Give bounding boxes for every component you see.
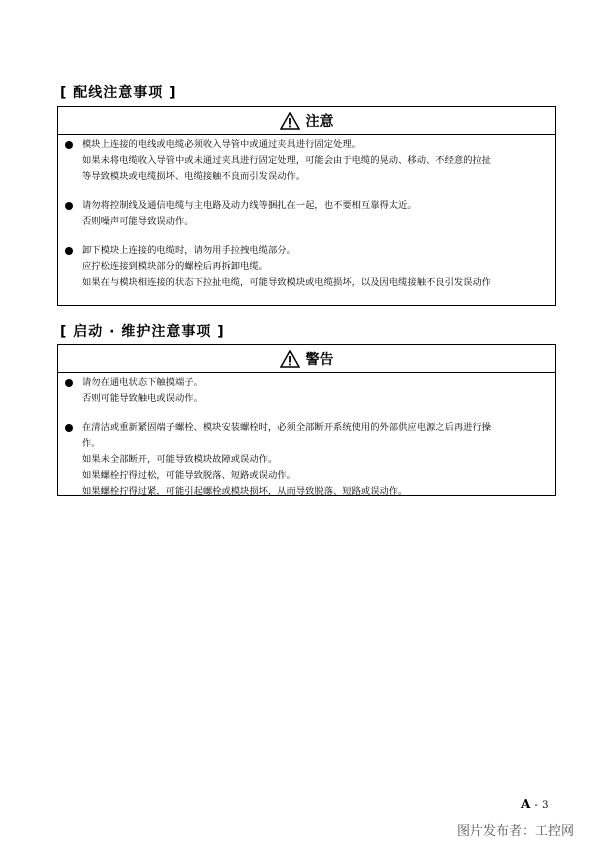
item-line: 如果在与模块相连接的状态下拉扯电缆，可能导致模块或电缆损坏，以及因电缆接触不良引发误动作 [82, 277, 492, 288]
publisher-watermark: 图片发布者：工控网 [457, 824, 575, 839]
item-line: 否则噪声可能导致误动作。 [82, 216, 194, 227]
page-number-letter: A [521, 797, 531, 811]
item-line: 否则可能导致触电或误动作。 [82, 393, 203, 404]
item-line: 应拧松连接到模块部分的螺栓后再拆卸电缆。 [82, 261, 268, 272]
item-line: 模块上连接的电线或电缆必须收入导管中或通过夹具进行固定处理。 [82, 139, 361, 150]
bullet-icon [65, 379, 73, 387]
page-number-dash: - [534, 800, 538, 811]
caution-box-title: 注意 [305, 113, 334, 130]
bullet-icon [65, 202, 73, 210]
section-title-wiring: [ 配线注意事项 ] [60, 85, 177, 101]
list-item [58, 243, 555, 291]
item-line: 在清洁或重新紧固端子螺栓、模块安装螺栓时，必须全部断开系统使用的外部供应电源之后再进行操 [82, 422, 492, 433]
section-title-startup-maintenance: [ 启动 · 维护注意事项 ] [60, 324, 225, 340]
bullet-icon [65, 247, 73, 255]
list-item [58, 420, 555, 500]
page-number [521, 797, 548, 811]
warning-box [57, 344, 556, 496]
bullet-icon [65, 424, 73, 432]
item-line: 作。 [82, 438, 101, 449]
caution-box [57, 106, 556, 306]
item-line: 如果螺栓拧得过松，可能导致脱落、短路或误动作。 [82, 470, 296, 481]
item-line: 卸下模块上连接的电缆时，请勿用手拉拽电缆部分。 [82, 245, 296, 256]
item-line: 请勿在通电状态下触摸端子。 [82, 377, 203, 388]
page-number-value: 3 [542, 800, 549, 811]
warning-triangle-icon [280, 112, 300, 130]
item-line: 如果未将电缆收入导管中或未通过夹具进行固定处理，可能会由于电缆的晃动、移动、不经意的拉扯 [82, 155, 492, 166]
caution-box-header [58, 107, 555, 135]
warning-triangle-icon [280, 350, 300, 368]
list-item [58, 375, 555, 407]
item-line: 等导致模块或电缆损坏、电缆接触不良而引发误动作。 [82, 171, 306, 182]
warning-box-title: 警告 [305, 351, 334, 368]
list-item [58, 137, 555, 185]
item-line: 如果未全部断开，可能导致模块故障或误动作。 [82, 454, 278, 465]
warning-box-header [58, 345, 555, 373]
bullet-icon [65, 141, 73, 149]
list-item [58, 198, 555, 230]
item-line: 如果螺栓拧得过紧，可能引起螺栓或模块损坏，从而导致脱落、短路或误动作。 [82, 486, 408, 497]
item-line: 请勿将控制线及通信电缆与主电路及动力线等捆扎在一起，也不要相互靠得太近。 [82, 200, 417, 211]
